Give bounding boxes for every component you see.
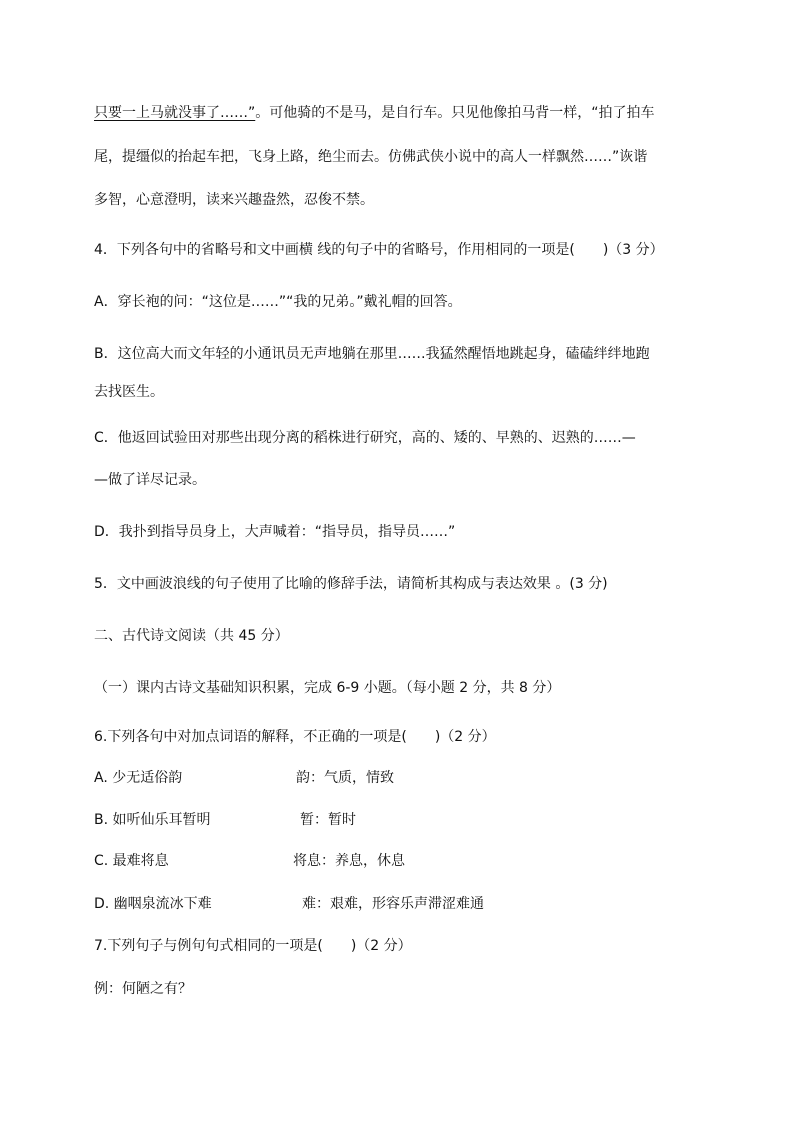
question-7-stem: 7.下列句子与例句句式相同的一项是( )（2 分） [94,938,412,954]
exam-page [94,0,704,1123]
option-sentence: C. 最难将息 [94,853,169,869]
passage-text: 。可他骑的不是马，是自行车。只见他像拍马背一样，“拍了拍车 [255,105,655,121]
section-2-subheading: （一）课内古诗文基础知识积累，完成 6-9 小题。（每小题 2 分，共 8 分） [94,680,561,696]
question-6-stem: 6.下列各句中对加点词语的解释，不正确的一项是( )（2 分） [94,729,496,745]
question-4-option-b-line-1: B．这位高大而文年轻的小通讯员无声地躺在那里……我猛然醒悟地跳起身，磕磕绊绊地跑 [94,346,650,362]
passage-line-1 [94,103,704,123]
option-gloss: 韵：气质，情致 [296,770,394,786]
question-4-option-c-line-1: C．他返回试验田对那些出现分离的稻株进行研究，高的、矮的、早熟的、迟熟的……— [94,430,636,446]
option-gloss: 难：艰难，形容乐声滞涩难通 [302,896,484,912]
question-5-stem: 5．文中画波浪线的句子使用了比喻的修辞手法，请简析其构成与表达效果 。(3 分) [94,576,608,592]
passage-line-3: 多智，心意澄明，读来兴趣盎然，忍俊不禁。 [94,192,374,208]
question-4-option-c-line-2: —做了详尽记录。 [94,472,206,488]
option-sentence: B. 如听仙乐耳暂明 [94,812,211,828]
question-7-example: 例：何陋之有？ [94,981,192,997]
option-gloss: 暂：暂时 [300,812,356,828]
passage-line-2: 尾，提缰似的抬起车把，飞身上路，绝尘而去。仿佛武侠小说中的高人一样飘然……”诙谐 [94,149,648,165]
option-sentence: A. 少无适俗韵 [94,770,183,786]
option-gloss: 将息：养息，休息 [293,853,405,869]
question-4-stem: 4．下列各句中的省略号和文中画横 线的句子中的省略号，作用相同的一项是( )（3 分） [94,242,664,258]
option-sentence: D. 幽咽泉流冰下难 [94,896,212,912]
section-2-heading: 二、古代诗文阅读（共 45 分） [94,628,289,644]
underlined-sentence: 只要一上马就没事了……” [94,105,256,121]
question-4-option-d: D．我扑到指导员身上，大声喊着：“指导员，指导员……” [94,524,456,540]
question-4-option-a: A．穿长袍的问：“这位是……”“我的兄弟。”戴礼帽的回答。 [94,294,462,310]
question-4-option-b-line-2: 去找医生。 [94,384,164,400]
